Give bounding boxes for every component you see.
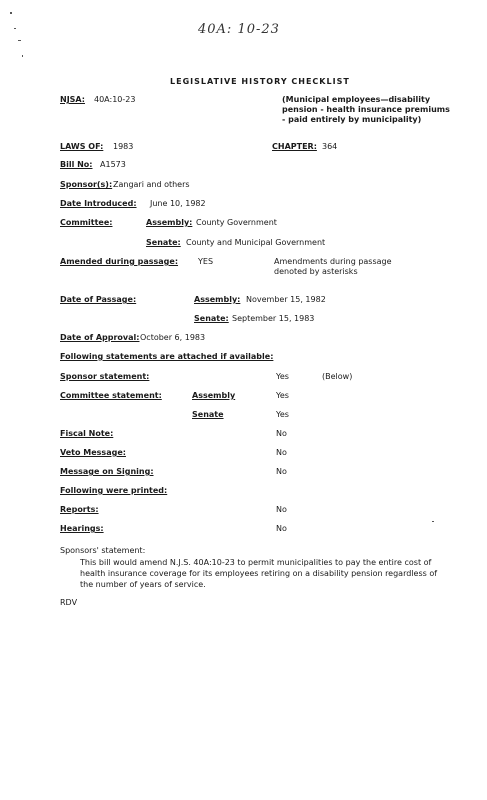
committee-statement-assembly-label: Assembly	[192, 391, 236, 400]
sponsors-label: Sponsor(s):	[60, 180, 113, 189]
passage-assembly-value: November 15, 1982	[246, 295, 326, 304]
scan-speck	[18, 40, 21, 41]
sponsor-statement-label: Sponsor statement:	[60, 372, 150, 381]
scan-speck	[14, 28, 16, 29]
date-of-approval-value: October 6, 1983	[140, 333, 206, 342]
njsa-label: NJSA:	[60, 95, 85, 104]
document-title: LEGISLATIVE HISTORY CHECKLIST	[170, 77, 350, 86]
scan-speck	[22, 55, 23, 57]
committee-statement-senate-label: Senate	[192, 410, 224, 419]
passage-assembly-label: Assembly:	[194, 295, 241, 304]
following-printed-heading: Following were printed:	[60, 486, 168, 495]
handwritten-reference: 40A: 10-23	[198, 22, 280, 37]
veto-message-label: Veto Message:	[60, 448, 126, 457]
committee-senate-label: Senate:	[146, 238, 181, 247]
committee-senate-value: County and Municipal Government	[186, 238, 326, 247]
fiscal-note-value: No	[276, 429, 287, 438]
date-of-approval-label: Date of Approval:	[60, 333, 140, 342]
scan-speck	[432, 521, 434, 522]
laws-of-label: LAWS OF:	[60, 142, 104, 151]
sponsor-statement-note: (Below)	[322, 372, 353, 381]
sponsors-statement-heading: Sponsors' statement:	[60, 546, 146, 555]
committee-assembly-value: County Government	[196, 218, 277, 227]
passage-senate-label: Senate:	[194, 314, 229, 323]
njsa-value: 40A:10-23	[94, 95, 136, 104]
hearings-value: No	[276, 524, 287, 533]
bill-no-value: A1573	[100, 160, 126, 169]
sponsor-statement-value: Yes	[276, 372, 289, 381]
committee-assembly-label: Assembly:	[146, 218, 193, 227]
sponsors-value: Zangari and others	[113, 180, 190, 189]
message-on-signing-label: Message on Signing:	[60, 467, 154, 476]
laws-of-value: 1983	[113, 142, 134, 151]
amended-note: Amendments during passage denoted by asterisks	[274, 257, 392, 276]
committee-statement-assembly-value: Yes	[276, 391, 289, 400]
chapter-value: 364	[322, 142, 338, 151]
sponsors-statement-text: This bill would amend N.J.S. 40A:10-23 to permit municipalities to pay the entire cost of health insurance coverage for its employees retiring on a disability pension regardless of the number of years of service.	[80, 558, 438, 589]
veto-message-value: No	[276, 448, 287, 457]
date-of-passage-label: Date of Passage:	[60, 295, 137, 304]
date-introduced-value: June 10, 1982	[150, 199, 206, 208]
following-attached-heading: Following statements are attached if available:	[60, 352, 274, 361]
topic-description: (Municipal employees—disability pension - health insurance premiums - paid entirely by municipality)	[282, 95, 450, 124]
hearings-label: Hearings:	[60, 524, 104, 533]
committee-statement-senate-value: Yes	[276, 410, 289, 419]
committee-label: Committee:	[60, 218, 113, 227]
committee-statement-label: Committee statement:	[60, 391, 162, 400]
reports-label: Reports:	[60, 505, 99, 514]
amended-label: Amended during passage:	[60, 257, 179, 266]
date-introduced-label: Date Introduced:	[60, 199, 137, 208]
message-on-signing-value: No	[276, 467, 287, 476]
reports-value: No	[276, 505, 287, 514]
bill-no-label: Bill No:	[60, 160, 93, 169]
initials: RDV	[60, 598, 78, 607]
chapter-label: CHAPTER:	[272, 142, 317, 151]
amended-value: YES	[198, 257, 214, 266]
fiscal-note-label: Fiscal Note:	[60, 429, 114, 438]
passage-senate-value: September 15, 1983	[232, 314, 315, 323]
scan-speck	[10, 12, 12, 14]
